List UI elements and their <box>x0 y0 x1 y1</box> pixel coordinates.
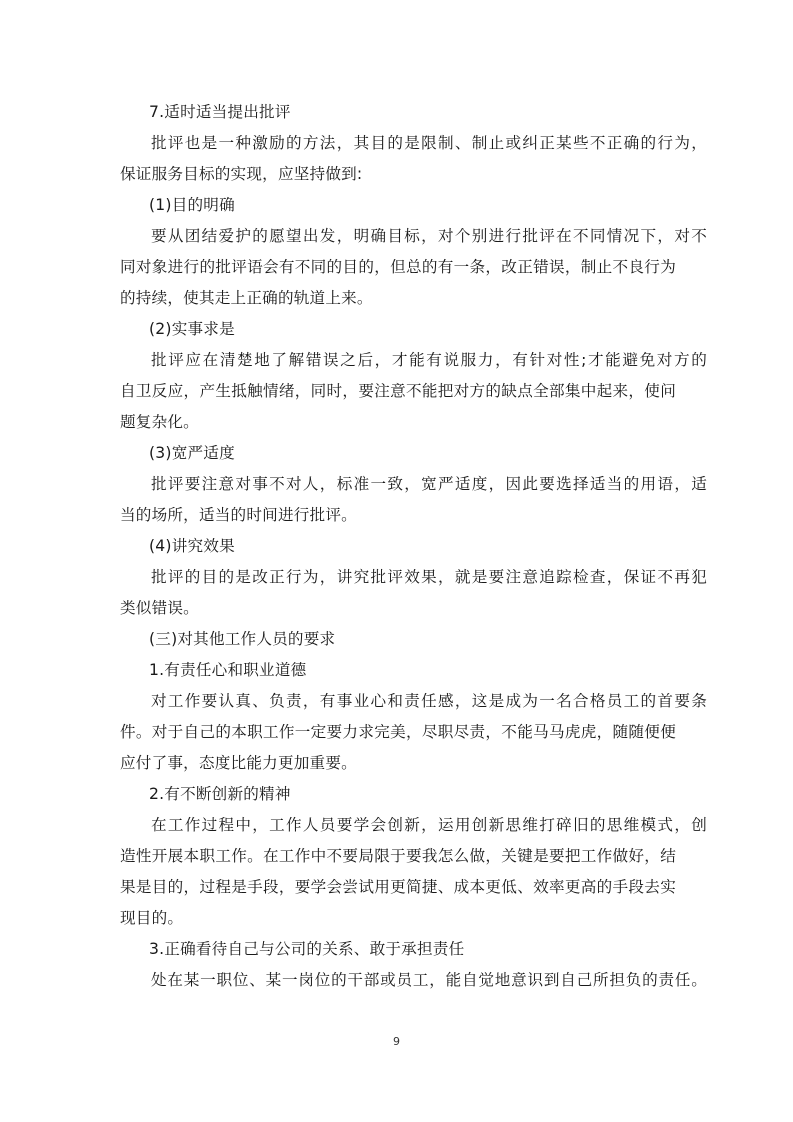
subheading-3: (3)宽严适度 <box>149 444 235 462</box>
paragraph-line: 处在某一职位、某一岗位的干部或员工，能自觉地意识到自己所担负的责任。 <box>151 971 707 989</box>
paragraph-line: 题复杂化。 <box>120 413 199 431</box>
paragraph-line: 批评要注意对事不对人，标准一致，宽严适度，因此要选择适当的用语，适 <box>151 475 707 493</box>
subheading-1: (1)目的明确 <box>149 196 235 214</box>
section-heading-3: (三)对其他工作人员的要求 <box>149 630 336 648</box>
subheading-4: (4)讲究效果 <box>149 537 235 555</box>
subheading-2: (2)实事求是 <box>149 320 235 338</box>
paragraph-line: 在工作过程中，工作人员要学会创新，运用创新思维打碎旧的思维模式，创 <box>151 816 707 834</box>
paragraph-line: 的持续，使其走上正确的轨道上来。 <box>120 289 373 307</box>
paragraph-line: 果是目的，过程是手段，要学会尝试用更简捷、成本更低、效率更高的手段去实 <box>120 878 676 896</box>
paragraph-line: 类似错误。 <box>120 599 199 617</box>
paragraph-line: 保证服务目标的实现，应坚持做到: <box>120 165 363 183</box>
paragraph-line: 同对象进行的批评语会有不同的目的，但总的有一条，改正错误，制止不良行为 <box>120 258 676 276</box>
paragraph-line: 对工作要认真、负责，有事业心和责任感，这是成为一名合格员工的首要条 <box>151 692 707 710</box>
paragraph-line: 批评也是一种激励的方法，其目的是限制、制止或纠正某些不正确的行为， <box>151 134 707 152</box>
paragraph-line: 批评应在清楚地了解错误之后，才能有说服力，有针对性;才能避免对方的 <box>151 351 707 369</box>
paragraph-line: 现目的。 <box>120 909 184 927</box>
subheading-duty-1: 1.有责任心和职业道德 <box>149 661 307 679</box>
subheading-duty-2: 2.有不断创新的精神 <box>149 785 291 803</box>
subheading-duty-3: 3.正确看待自己与公司的关系、敢于承担责任 <box>149 940 465 958</box>
paragraph-line: 件。对于自己的本职工作一定要力求完美，尽职尽责，不能马马虎虎，随随便便 <box>120 723 676 741</box>
section-heading-7: 7.适时适当提出批评 <box>149 103 291 121</box>
document-body <box>120 97 707 996</box>
paragraph-line: 造性开展本职工作。在工作中不要局限于要我怎么做，关键是要把工作做好，结 <box>120 847 676 865</box>
paragraph-line: 当的场所，适当的时间进行批评。 <box>120 506 357 524</box>
paragraph-line: 自卫反应，产生抵触情绪，同时，要注意不能把对方的缺点全部集中起来，使问 <box>120 382 676 400</box>
paragraph-line: 要从团结爱护的愿望出发，明确目标，对个别进行批评在不同情况下，对不 <box>151 227 707 245</box>
paragraph-line: 批评的目的是改正行为，讲究批评效果，就是要注意追踪检查，保证不再犯 <box>151 568 707 586</box>
paragraph-line: 应付了事，态度比能力更加重要。 <box>120 754 357 772</box>
page-number: 9 <box>393 1035 400 1048</box>
